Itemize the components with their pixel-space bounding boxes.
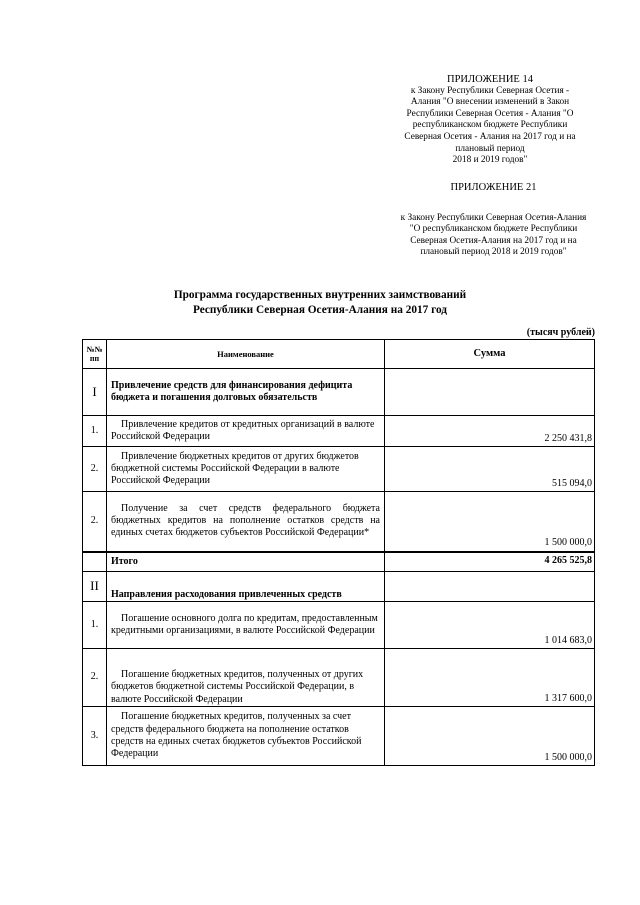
section-amount-cell: [385, 369, 595, 416]
total-row: [83, 552, 595, 572]
header-sum: Сумма: [385, 340, 595, 369]
row-number: 1.: [83, 416, 107, 447]
row-amount: 1 500 000,0: [385, 707, 595, 766]
row-name: Привлечение бюджетных кредитов от других бюджетов бюджетной системы Российской Федерации в валюте Российской Федерации: [107, 447, 385, 492]
appendix-21-line: плановый период 2018 и 2019 годов": [420, 247, 567, 258]
row-amount: 1 014 683,0: [385, 602, 595, 649]
appendix-14-header: [395, 74, 585, 167]
section-row: [83, 572, 595, 602]
appendix-14-line: Алания "О внесении изменений в Закон: [410, 97, 570, 108]
total-number-cell: [83, 552, 107, 572]
appendix-14-title: ПРИЛОЖЕНИЕ 14: [447, 74, 533, 85]
row-name: Погашение бюджетных кредитов, полученных за счет средств федерального бюджета на пополнение остатков средств на единых счетах бюджетов субъектов Российской Федерации: [107, 707, 385, 766]
row-number: 2.: [83, 447, 107, 492]
appendix-21-line: "О республиканском бюджете Республики: [409, 224, 578, 235]
appendix-14-line: к Закону Республики Северная Осетия -: [410, 85, 570, 96]
document-title: [100, 288, 540, 318]
appendix-14-line: республиканском бюджете Республики: [412, 120, 568, 131]
appendix-14-line: Республики Северная Осетия - Алания "О: [406, 108, 574, 119]
appendix-14-line: Северная Осетия - Алания на 2017 год и на: [404, 131, 576, 142]
document-title-line-1: Программа государственных внутренних заимствований: [173, 289, 467, 301]
row-amount: 2 250 431,8: [385, 416, 595, 447]
row-name: Получение за счет средств федерального бюджета бюджетных кредитов на пополнение остатков средств на единых счетах бюджетов субъектов Российской Федерации*: [107, 492, 385, 552]
section-title: Направления расходования привлеченных средств: [107, 572, 385, 602]
section-amount-cell: [385, 572, 595, 602]
row-name: Привлечение кредитов от кредитных организаций в валюте Российской Федерации: [107, 416, 385, 447]
section-row: [83, 369, 595, 416]
table-row: [83, 416, 595, 447]
table-row: [83, 602, 595, 649]
table-row: [83, 707, 595, 766]
header-name: Наименование: [107, 340, 385, 369]
section-number: II: [83, 572, 107, 602]
appendix-21-header: [386, 182, 601, 259]
header-number: №№ пп: [83, 340, 107, 369]
row-amount: 1 317 600,0: [385, 649, 595, 707]
row-number: 1.: [83, 602, 107, 649]
appendix-14-line: плановый период: [455, 143, 525, 154]
appendix-21-title: ПРИЛОЖЕНИЕ 21: [450, 182, 537, 193]
total-label: Итого: [107, 552, 385, 572]
appendix-14-line: 2018 и 2019 годов": [452, 155, 528, 166]
table-row: [83, 492, 595, 552]
total-amount: 4 265 525,8: [385, 552, 595, 572]
section-title: Привлечение средств для финансирования дефицита бюджета и погашения долговых обязательств: [107, 369, 385, 416]
row-amount: 1 500 000,0: [385, 492, 595, 552]
row-name: Погашение основного долга по кредитам, предоставленным кредитными организациями, в валюте Российской Федерации: [107, 602, 385, 649]
borrowing-program-table: [82, 339, 595, 766]
section-number: I: [83, 369, 107, 416]
table-row: [83, 649, 595, 707]
row-number: 3.: [83, 707, 107, 766]
appendix-21-line: к Закону Республики Северная Осетия-Алания: [400, 212, 587, 223]
row-number: 2.: [83, 492, 107, 552]
row-amount: 515 094,0: [385, 447, 595, 492]
table-row: [83, 447, 595, 492]
appendix-21-line: Северная Осетия-Алания на 2017 год и на: [410, 235, 577, 246]
table-header-row: [83, 340, 595, 369]
document-title-line-2: Республики Северная Осетия-Алания на 2017 год: [192, 304, 448, 316]
unit-label: (тысяч рублей): [526, 327, 595, 338]
row-name: Погашение бюджетных кредитов, полученных от других бюджетов бюджетной системы Российской Федерации, в валюте Российской Федерации: [107, 649, 385, 707]
row-number: 2.: [83, 649, 107, 707]
